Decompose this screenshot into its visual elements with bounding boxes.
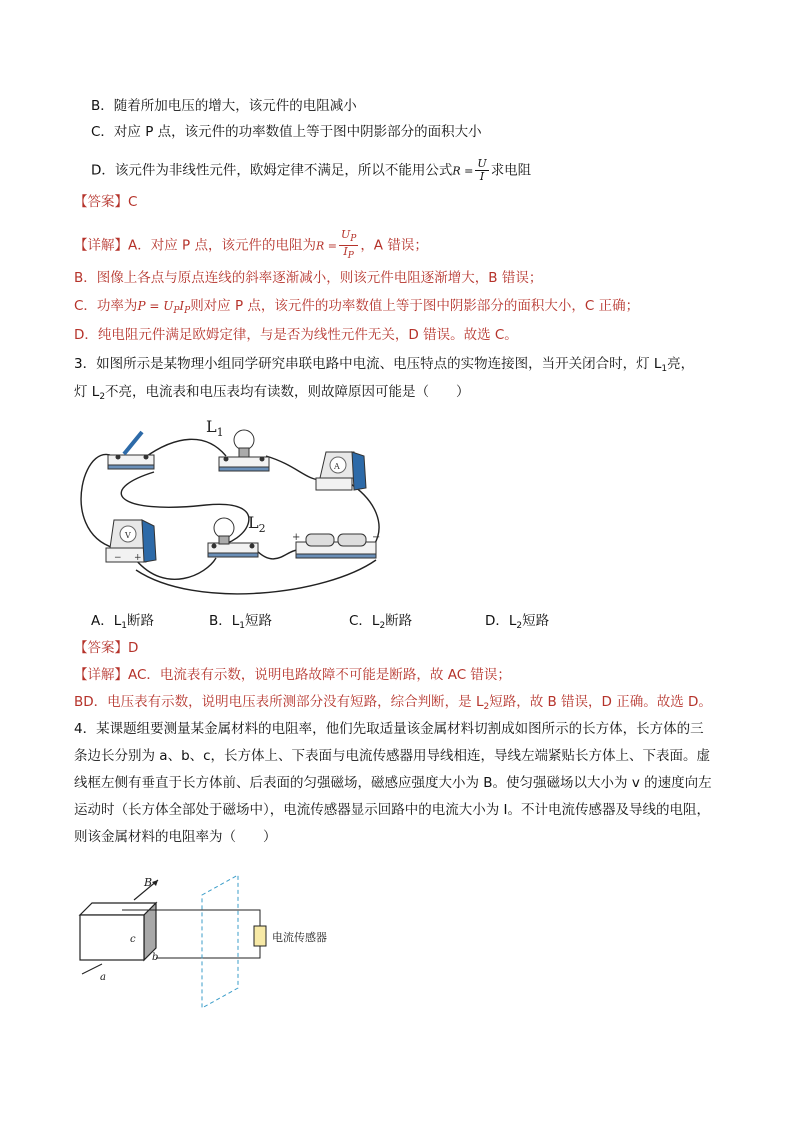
cuboid-icon [80, 903, 156, 960]
lamp-l1-icon [219, 430, 269, 471]
q3-stem-line1: 3．如图所示是某物理小组同学研究串联电路中电流、电压特点的实物连接图，当开关闭合时，灯 $L_1$亮， [74, 356, 695, 374]
q2-option-d-text: D．该元件为非线性元件，欧姆定律不满足，所以不能用公式 [91, 162, 453, 179]
svg-text:L1: $L_1$ [206, 417, 224, 439]
svg-text:a: a [100, 972, 106, 983]
svg-text:L2: $L_2$ [248, 513, 266, 535]
q3-detail-1: 【详解】AC．电流表有示数，说明电路故障不可能是断路，故 AC 错误； [74, 667, 511, 683]
svg-text:+: + [134, 553, 142, 563]
q4-stem-line5: 则该金属材料的电阻率为（ ） [74, 829, 277, 845]
q2-detail-b: B．图像上各点与原点连线的斜率逐渐减小，则该元件电阻逐渐增大，B 错误； [74, 270, 543, 286]
q3-option-a: A．$L_1$断路 [91, 613, 154, 631]
svg-text:c: c [130, 934, 136, 945]
formula-fraction: $\frac{U_P}{I_P}$ [340, 228, 357, 261]
svg-text:−: − [372, 532, 381, 543]
ammeter-icon [316, 452, 366, 490]
formula-r: R = [452, 164, 474, 178]
svg-text:电流传感器: 电流传感器 [272, 931, 327, 944]
switch-icon [108, 432, 154, 469]
q2-detail-a: 【详解】A．对应 P 点，该元件的电阻为R = $\frac{U_P}{I_P}$ ，A 错误； [74, 228, 428, 261]
svg-text:+: + [292, 532, 301, 543]
q2-option-d-tail: 求电阻 [490, 162, 532, 179]
formula-fraction: $\frac{U}{I}$ [477, 157, 487, 183]
q3-option-b: B．$L_1$短路 [209, 613, 273, 631]
q3-option-c: C．$L_2$断路 [349, 613, 413, 631]
q4-stem-line1: 4．某课题组要测量某金属材料的电阻率，他们先取适量该金属材料切割成如图所示的长方体，长方体的三 [74, 721, 704, 737]
svg-text:b: b [152, 952, 159, 963]
q2-option-c: C．对应 P 点，该元件的功率数值上等于图中阴影部分的面积大小 [91, 124, 482, 140]
svg-text:B: B [144, 876, 153, 889]
circuit-diagram [76, 410, 388, 596]
svg-text:V: V [125, 531, 131, 540]
q2-detail-d: D．纯电阻元件满足欧姆定律，与是否为线性元件无关，D 错误。故选 C。 [74, 327, 518, 343]
q3-detail-2: BD．电压表有示数，说明电压表所测部分没有短路，综合判断，是 $L_2$短路，故 B 错误，D 正确。故选 D。 [74, 694, 712, 712]
q2-answer: 【答案】C [74, 194, 138, 210]
q2-option-b: B．随着所加电压的增大，该元件的电阻减小 [91, 98, 357, 114]
voltmeter-icon [106, 520, 156, 563]
svg-text:−: − [114, 553, 122, 563]
magnetic-field-diagram [74, 870, 374, 1010]
svg-text:A: A [334, 462, 340, 471]
q3-answer: 【答案】D [74, 640, 139, 656]
q3-stem-line2: 灯 $L_2$不亮，电流表和电压表均有读数，则故障原因可能是（ ） [74, 384, 470, 402]
q4-stem-line3: 线框左侧有垂直于长方体前、后表面的匀强磁场，磁感应强度大小为 B。使匀强磁场以大小为 v 的速度向左 [74, 775, 712, 791]
q4-stem-line2: 条边长分别为 a、b、c，长方体上、下表面与电流传感器用导线相连，导线左端紧贴长方体上、下表面。虚 [74, 748, 711, 764]
q4-stem-line4: 运动时（长方体全部处于磁场中），电流传感器显示回路中的电流大小为 I。不计电流传感器及导线的电阻， [74, 802, 711, 818]
battery-icon [292, 532, 380, 558]
q2-detail-c: C．功率为$P = U_PI_P$则对应 P 点，该元件的功率数值上等于图中阴影部分的面积大小，C 正确； [74, 298, 640, 316]
q2-option-d [91, 158, 531, 183]
current-sensor-icon [254, 926, 266, 946]
q3-option-d: D．$L_2$短路 [485, 613, 550, 631]
